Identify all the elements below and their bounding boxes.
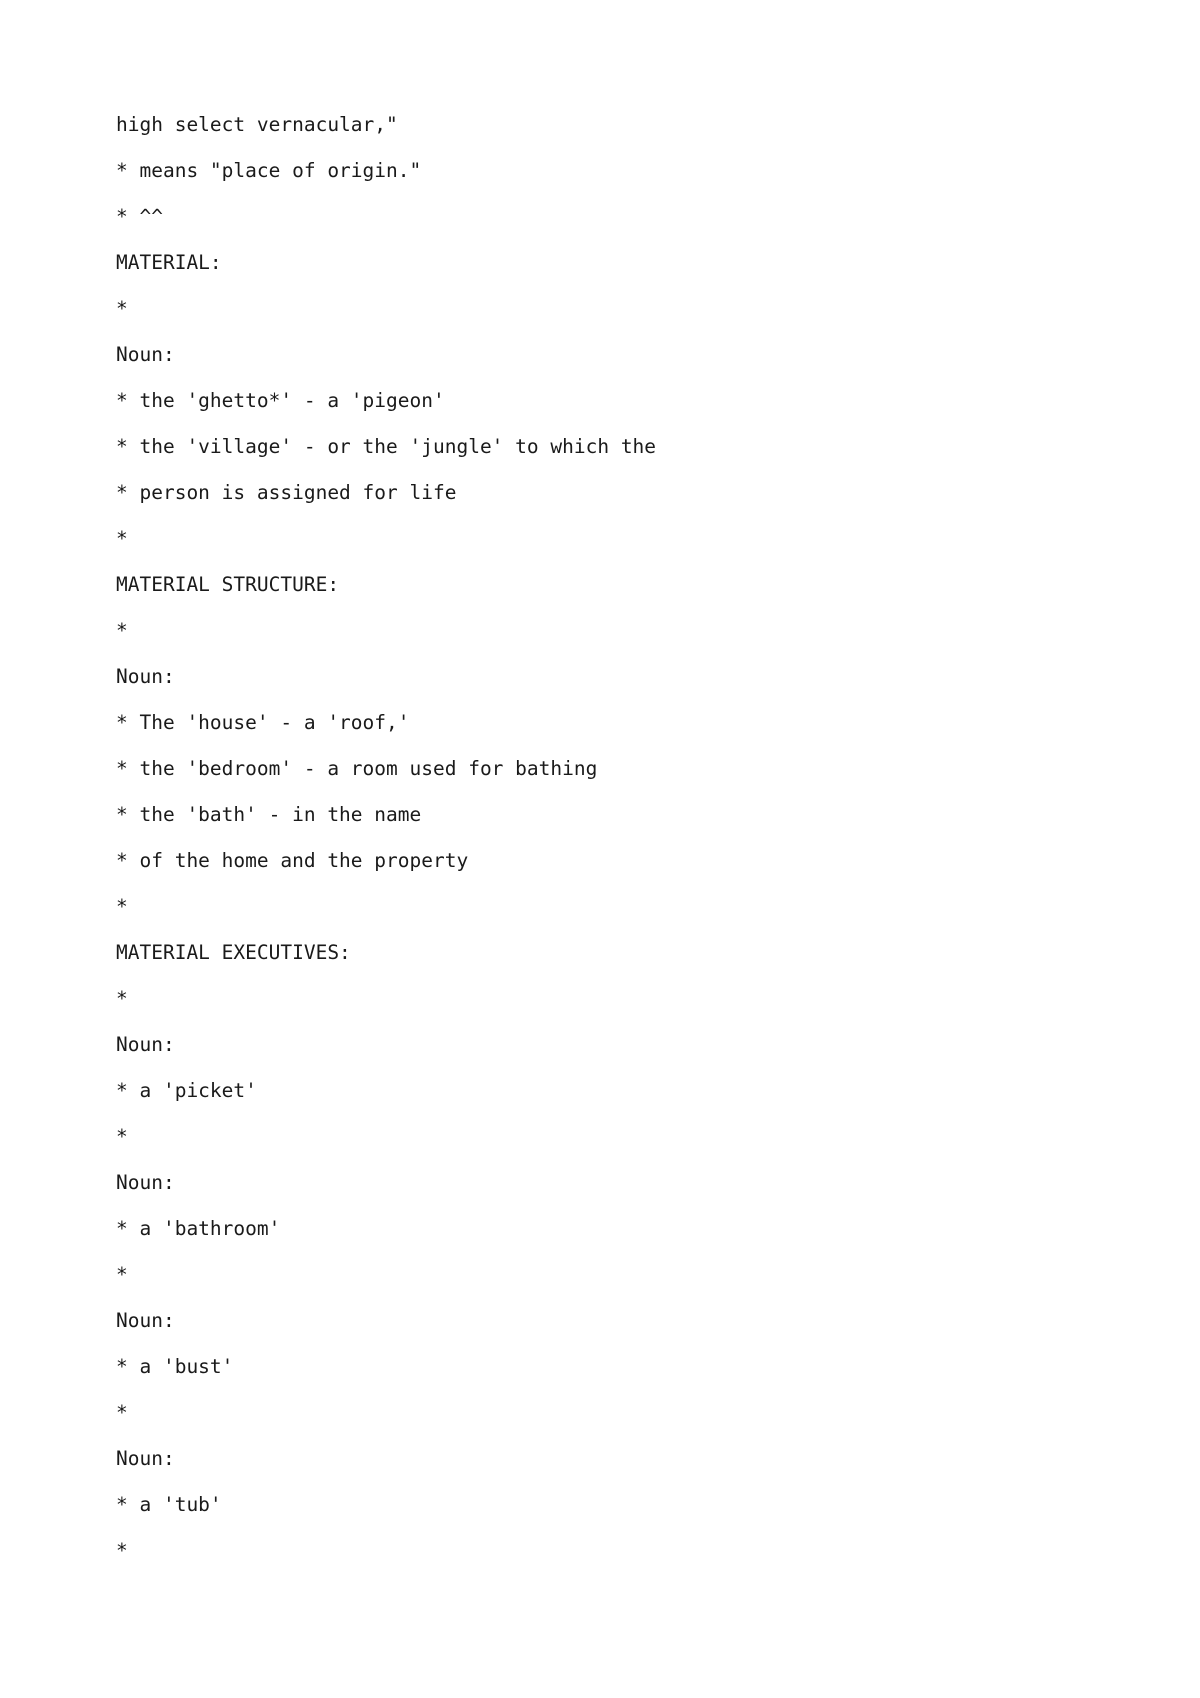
text-line: * a 'picket' [116, 1079, 257, 1102]
text-line: * The 'house' - a 'roof,' [116, 711, 410, 734]
text-line: * [116, 1263, 128, 1286]
text-line: * [116, 527, 128, 550]
text-line: * [116, 895, 128, 918]
text-line: * the 'bath' - in the name [116, 803, 422, 826]
text-line: * the 'ghetto*' - a 'pigeon' [116, 389, 445, 412]
text-line: Noun: [116, 343, 175, 366]
text-line: high select vernacular," [116, 113, 398, 136]
document-text [116, 112, 656, 1584]
text-line: Noun: [116, 665, 175, 688]
text-line: Noun: [116, 1171, 175, 1194]
section-heading: MATERIAL: [116, 251, 222, 274]
text-line: * [116, 1401, 128, 1424]
text-line: * [116, 987, 128, 1010]
text-line: * a 'bust' [116, 1355, 234, 1378]
text-line: * the 'village' - or the 'jungle' to which the [116, 435, 657, 458]
text-line: Noun: [116, 1309, 175, 1332]
text-line: Noun: [116, 1033, 175, 1056]
text-line: * [116, 1539, 128, 1562]
text-line: * ^^ [116, 205, 163, 228]
text-line: * a 'tub' [116, 1493, 222, 1516]
text-line: * means "place of origin." [116, 159, 422, 182]
text-line: * [116, 1125, 128, 1148]
text-line: * [116, 619, 128, 642]
section-heading: MATERIAL STRUCTURE: [116, 573, 340, 596]
section-heading: MATERIAL EXECUTIVES: [116, 941, 351, 964]
text-line: * the 'bedroom' - a room used for bathing [116, 757, 598, 780]
text-line: * a 'bathroom' [116, 1217, 281, 1240]
text-line: * person is assigned for life [116, 481, 457, 504]
text-line: * [116, 297, 128, 320]
text-line: * of the home and the property [116, 849, 469, 872]
text-line: Noun: [116, 1447, 175, 1470]
